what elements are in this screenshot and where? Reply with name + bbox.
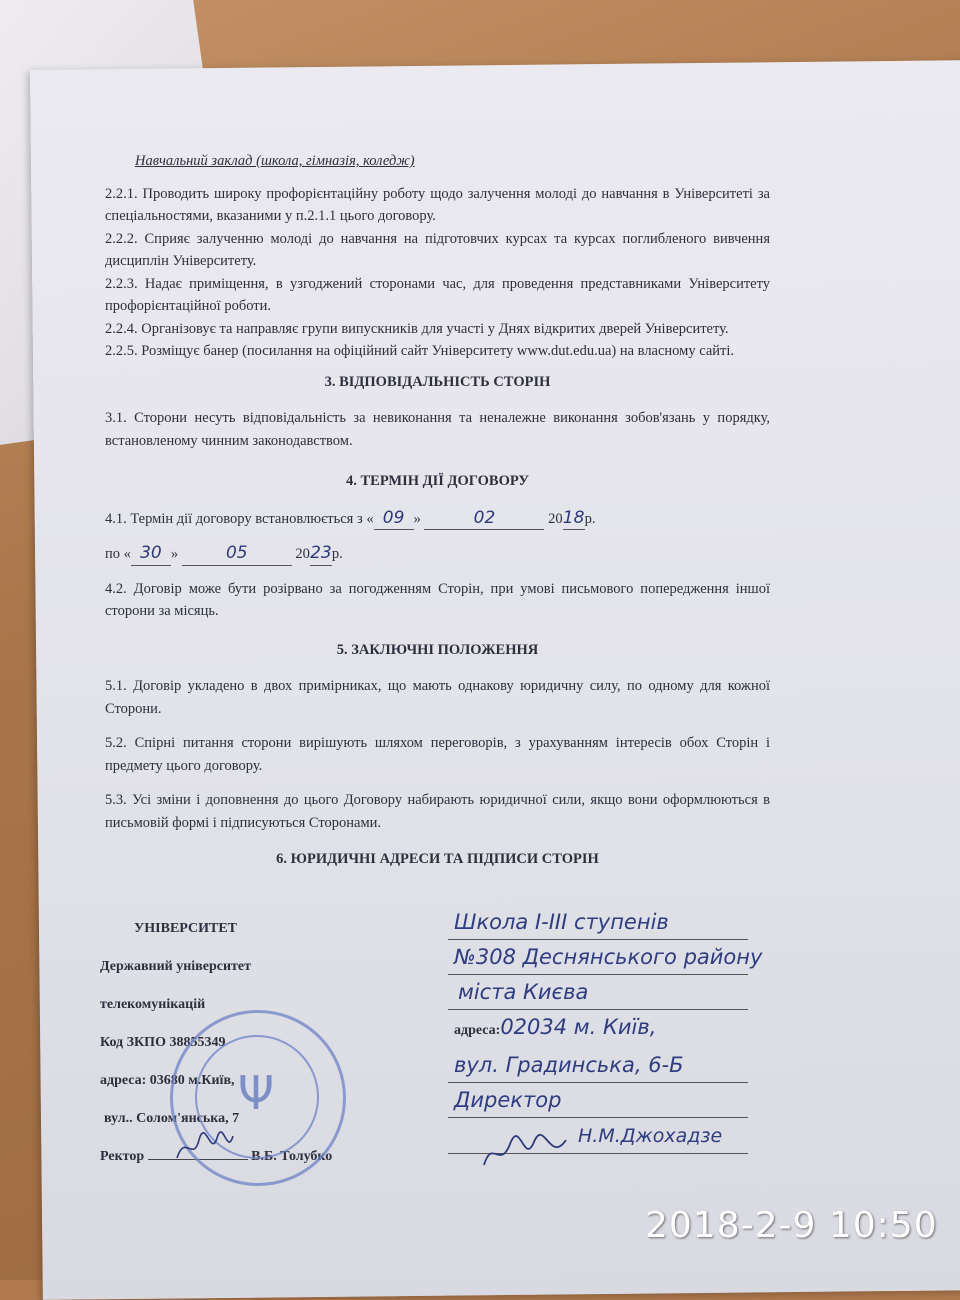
director-name: Н.М.Джохадзе <box>578 1125 723 1147</box>
clause-2-2-1: 2.2.1. Проводить широку профорієнтаційну роботу щодо залучення молоді до навчання в Університеті за спеціальностями, вказаними у п.2.1.1 цього договору. <box>105 185 770 224</box>
clause-5-3: 5.3. Усі зміни і доповнення до цього Договору набирають юридичної сили, якщо вони оформлюються в письмовій формі і підписуються Сторонами. <box>105 792 770 831</box>
clause-3-1: 3.1. Сторони несуть відповідальність за невиконання та неналежне виконання зобов'язань у порядку, встановленому чинним законодавством. <box>105 410 770 449</box>
university-name-2: телекомунікацій <box>100 997 206 1012</box>
end-day: 30 <box>131 542 171 566</box>
clause-4-2: 4.2. Договір може бути розірвано за погодженням Сторін, при умові письмового попередження іншої сторони за місяць. <box>105 580 770 619</box>
term-start-line: 4.1. Термін дії договору встановлюється з « 09 » 02 2018р. <box>105 507 770 531</box>
director-signature <box>480 1130 570 1175</box>
university-title: УНІВЕРСИТЕТ <box>134 921 238 936</box>
university-code: Код ЗКПО 38855349 <box>100 1035 226 1050</box>
clause-2-2-4: 2.2.4. Організовує та направляє групи випускників для участі у Днях відкритих дверей Університету. <box>105 320 729 337</box>
section-5-heading: 5. ЗАКЛЮЧНІ ПОЛОЖЕННЯ <box>336 641 539 658</box>
university-address-1: адреса: 03680 м.Київ, <box>100 1073 235 1088</box>
term-end-line: по « 30 » 05 2023р. <box>105 542 770 566</box>
university-name-1: Державний університет <box>100 959 251 974</box>
rector-signature <box>175 1128 235 1168</box>
school-address-value: 02034 м. Київ, <box>500 1015 657 1039</box>
start-year: 18 <box>563 507 585 531</box>
clause-5-1: 5.1. Договір укладено в двох примірниках, що мають однакову юридичну силу, по одному для кожної Сторони. <box>105 678 770 717</box>
director-title: Директор <box>448 1083 748 1118</box>
clause-2-2-2: 2.2.2. Сприяє залученню молоді до навчання на підготовчих курсах та курсах поглибленого вивчення дисциплін Університету. <box>105 230 770 269</box>
top-line: Навчальний заклад (школа, гімназія, коледж) <box>135 153 415 169</box>
school-address-line <box>448 1010 748 1048</box>
document-body <box>105 150 770 885</box>
photo-timestamp: 2018-2-9 10:50 <box>645 1205 938 1246</box>
rector-label: Ректор <box>100 1149 145 1164</box>
school-street: вул. Градинська, 6-Б <box>448 1048 748 1083</box>
trident-icon: Ψ <box>237 1066 275 1120</box>
start-month: 02 <box>424 507 544 531</box>
clause-2-2-3: 2.2.3. Надає приміщення, в узгоджений сторонами час, для проведення представниками Університету профорієнтаційної роботи. <box>105 275 770 314</box>
end-year: 23 <box>310 542 332 566</box>
section-3-heading: 3. ВІДПОВІДАЛЬНІСТЬ СТОРІН <box>324 373 551 390</box>
school-address-label: адреса: <box>454 1023 501 1038</box>
university-address-2: вул.. Солом'янська, 7 <box>104 1111 240 1126</box>
clause-5-2: 5.2. Спірні питання сторони вирішують шляхом переговорів, з урахуванням інтересів обох Сторін і предмету цього договору. <box>105 735 770 774</box>
school-line-3: міста Києва <box>448 975 748 1010</box>
rector-name: В.Б. Толубко <box>251 1149 333 1164</box>
start-day: 09 <box>374 507 414 531</box>
clause-2-2-5: 2.2.5. Розміщує банер (посилання на офіційний сайт Університету www.dut.edu.ua) на власному сайті. <box>105 343 735 359</box>
section-6-heading: 6. ЮРИДИЧНІ АДРЕСИ ТА ПІДПИСИ СТОРІН <box>276 851 599 867</box>
end-month: 05 <box>182 542 292 566</box>
school-line-2: №308 Деснянського району <box>448 940 748 975</box>
school-line-1: Школа I-III ступенів <box>448 905 748 940</box>
school-details <box>448 905 763 1154</box>
section-4-heading: 4. ТЕРМІН ДІЇ ДОГОВОРУ <box>345 473 530 489</box>
